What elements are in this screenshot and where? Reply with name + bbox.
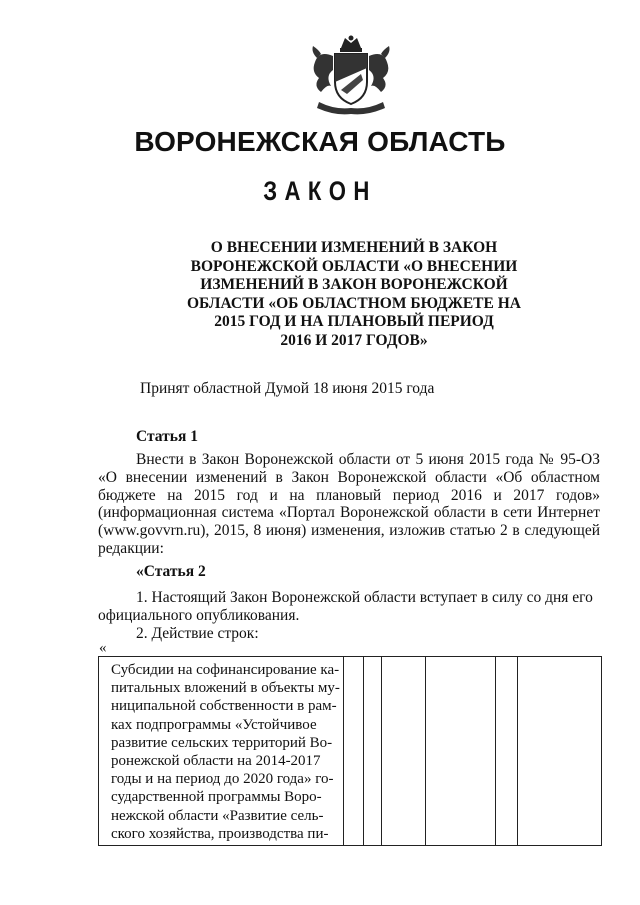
- cell-line: развитие сельских территорий Во-: [111, 734, 333, 751]
- article-2-item-1: 1. Настоящий Закон Воронежской области вступает в силу со дня его: [136, 589, 593, 606]
- table-column-divider: [343, 657, 344, 845]
- document-type-title: ЗАКОН: [263, 176, 377, 206]
- law-subject: [170, 239, 538, 351]
- cell-line: питальных вложений в объекты му-: [111, 680, 340, 697]
- voronezh-coat-of-arms-icon: [305, 34, 397, 116]
- table-column-divider: [495, 657, 496, 845]
- subject-line: 2016 И 2017 ГОДОВ»: [280, 331, 428, 349]
- budget-table: [98, 656, 602, 846]
- article-2-item-2: 2. Действие строк:: [136, 625, 259, 642]
- subject-line: О ВНЕСЕНИИ ИЗМЕНЕНИЙ В ЗАКОН: [210, 239, 498, 256]
- cell-line: сударственной программы Воро-: [111, 789, 322, 806]
- article-2-item-1-cont: официального опубликования.: [98, 607, 300, 624]
- cell-line: ронежской области на 2014-2017: [111, 753, 321, 770]
- article-1-heading: Статья 1: [136, 428, 198, 445]
- table-column-divider: [425, 657, 426, 845]
- cell-line: ниципальной собственности в рам-: [111, 698, 337, 715]
- cell-line: нежской области «Развитие сель-: [111, 807, 324, 824]
- adoption-date: Принят областной Думой 18 июня 2015 года: [140, 380, 435, 397]
- table-column-divider: [517, 657, 518, 845]
- cell-line: Субсидии на софинансирование ка-: [111, 662, 340, 678]
- article-1-text: Внести в Закон Воронежской области от 5 июня 2015 года № 95-ОЗ «О внесении изменений в Закон Воронежской области «Об областном бюджете на 2015 год и на плановый период 2016 и 2017 годов» (информационная система «Портал Воронежской области в сети Интернет (www.govvrn.ru), 2015, 8 июня) изменения, изложив статью 2 в следующей редакции:: [98, 451, 600, 557]
- article-2-heading: «Статья 2: [136, 563, 206, 580]
- subject-line: ОБЛАСТИ «ОБ ОБЛАСТНОМ БЮДЖЕТЕ НА: [187, 294, 521, 312]
- cell-line: годы и на период до 2020 года» го-: [111, 771, 334, 788]
- table-column-divider: [381, 657, 382, 845]
- table-cell-description: [111, 661, 357, 843]
- subject-line: ВОРОНЕЖСКОЙ ОБЛАСТИ «О ВНЕСЕНИИ: [190, 257, 518, 275]
- region-title: ВОРОНЕЖСКАЯ ОБЛАСТЬ: [134, 126, 506, 157]
- open-quote: «: [99, 640, 107, 656]
- subject-line: ИЗМЕНЕНИЙ В ЗАКОН ВОРОНЕЖСКОЙ: [200, 276, 508, 294]
- cell-line: ках подпрограммы «Устойчивое: [111, 716, 317, 733]
- cell-line: ского хозяйства, производства пи-: [111, 825, 329, 842]
- subject-line: 2015 ГОД И НА ПЛАНОВЫЙ ПЕРИОД: [214, 313, 494, 331]
- table-column-divider: [363, 657, 364, 845]
